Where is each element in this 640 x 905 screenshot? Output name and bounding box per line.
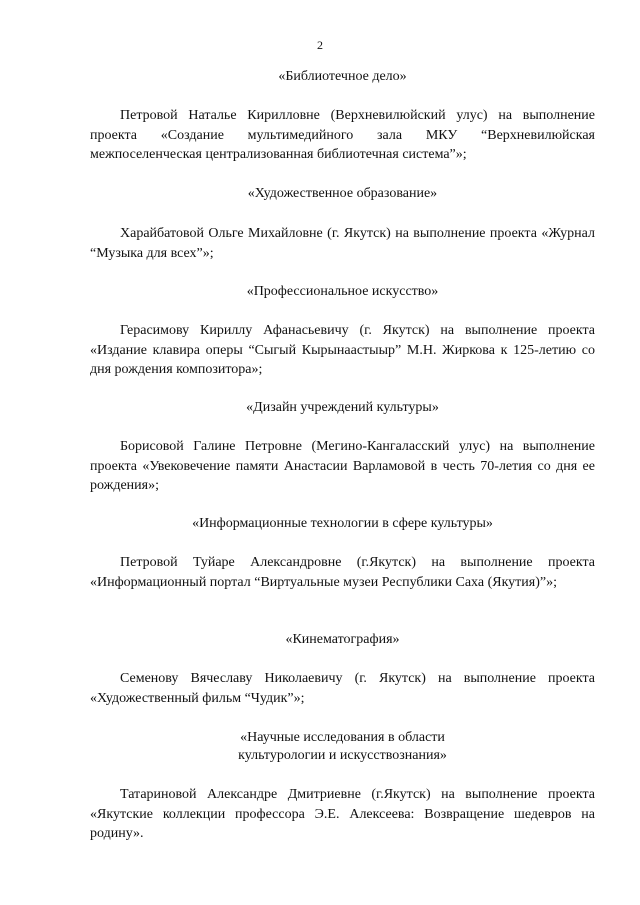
section-heading-art-education: «Художественное образование» — [247, 186, 438, 201]
section-text-cinema: Семенову Вячеславу Николаевичу (г. Якутск) на выполнение проекта «Художественный фильм “Чудик”»; — [90, 671, 595, 706]
section-heading-design: «Дизайн учреждений культуры» — [246, 400, 439, 415]
section-heading-it: «Информационные технологии в сфере культуры» — [192, 516, 493, 531]
page-number: 2 — [317, 38, 323, 52]
section-text-library: Петровой Наталье Кирилловне (Верхневилюйский улус) на выполнение проекта «Создание мультимедийного зала МКУ “Верхневилюйская межпоселенческая централизованная библиотечная система”»; — [90, 108, 595, 162]
section-text-professional-art: Герасимову Кириллу Афанасьевичу (г. Якутск) на выполнение проекта «Издание клавира оперы “Сыгый Кырынаастыыр” М.Н. Жиркова к 125-летию со дня рождения композитора»; — [90, 323, 595, 377]
section-heading-professional-art: «Профессиональное искусство» — [246, 284, 439, 299]
section-text-design: Борисовой Галине Петровне (Мегино-Кангаласский улус) на выполнение проекта «Увековечение памяти Анастасии Варламовой в честь 70-летия со дня ее рождения»; — [90, 439, 595, 493]
section-text-art-education: Харайбатовой Ольге Михайловне (г. Якутск) на выполнение проекта «Журнал “Музыка для всех”»; — [90, 226, 595, 261]
section-text-it: Петровой Туйаре Александровне (г.Якутск) на выполнение проекта «Информационный портал “Виртуальные музеи Республики Саха (Якутия)”»; — [90, 555, 595, 590]
section-heading-library: «Библиотечное дело» — [278, 69, 407, 84]
section-text-research: Татариновой Александре Дмитриевне (г.Якутск) на выполнение проекта «Якутские коллекции профессора Э.Е. Алексеева: Возвращение шедевров на родину». — [90, 787, 595, 841]
section-heading-research: «Научные исследования в области культурологии и искусствознания» — [238, 730, 447, 763]
section-heading-cinema: «Кинематография» — [285, 632, 400, 647]
